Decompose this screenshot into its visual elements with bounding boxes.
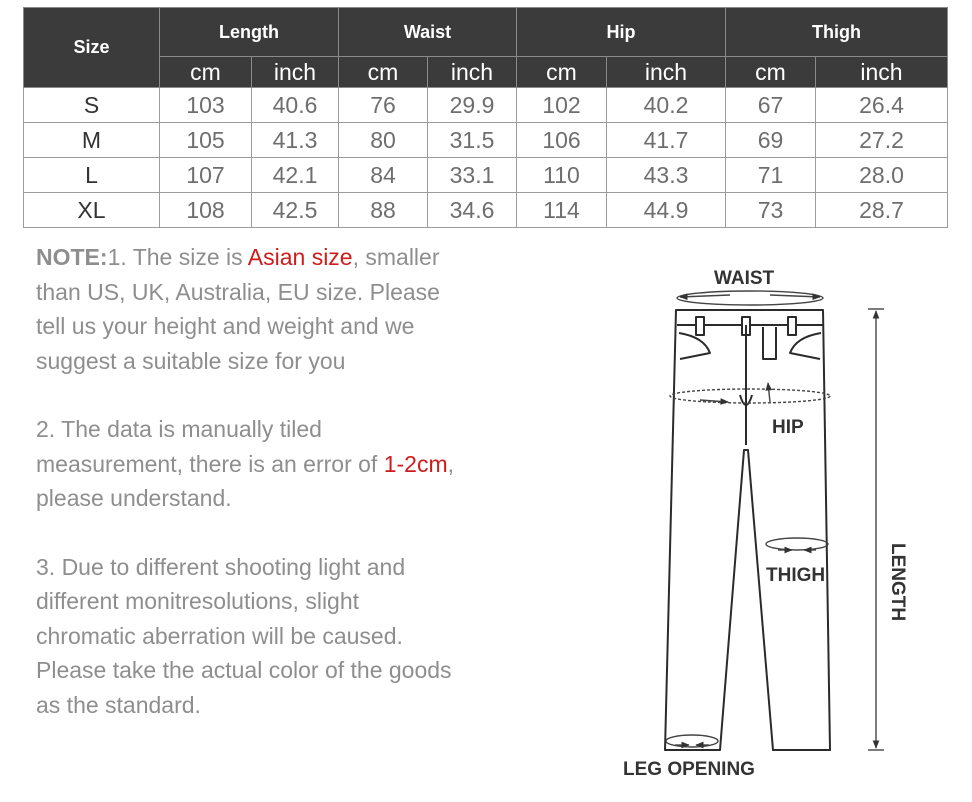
table-cell: 114 bbox=[517, 193, 607, 228]
table-cell: 103 bbox=[160, 88, 252, 123]
note-2-text-b: , please understand. bbox=[36, 450, 455, 511]
table-cell: 40.2 bbox=[607, 88, 726, 123]
unit-header: cm bbox=[339, 57, 428, 88]
table-cell: 40.6 bbox=[252, 88, 339, 123]
unit-header: inch bbox=[816, 57, 948, 88]
size-cell: L bbox=[24, 158, 160, 193]
note-1-text-a: 1. The size is bbox=[107, 244, 248, 270]
unit-header: cm bbox=[160, 57, 252, 88]
unit-header: inch bbox=[428, 57, 517, 88]
pants-measurement-diagram bbox=[600, 255, 940, 785]
table-cell: 27.2 bbox=[816, 123, 948, 158]
note-prefix: NOTE: bbox=[36, 244, 108, 270]
table-cell: 67 bbox=[726, 88, 816, 123]
leg-opening-label: LEG OPENING bbox=[623, 759, 755, 780]
table-cell: 34.6 bbox=[428, 193, 517, 228]
table-cell: 88 bbox=[339, 193, 428, 228]
table-cell: 107 bbox=[160, 158, 252, 193]
waist-label: WAIST bbox=[714, 268, 775, 289]
table-cell: 73 bbox=[726, 193, 816, 228]
hip-label: HIP bbox=[772, 417, 804, 438]
table-cell: 80 bbox=[339, 123, 428, 158]
table-cell: 102 bbox=[517, 88, 607, 123]
size-chart-table bbox=[23, 7, 948, 228]
table-cell: 43.3 bbox=[607, 158, 726, 193]
length-label: LENGTH bbox=[887, 543, 908, 622]
note-2-text-a: 2. The data is manually tiled measurement, there is an error of bbox=[36, 416, 384, 477]
table-cell: 84 bbox=[339, 158, 428, 193]
table-cell: 41.3 bbox=[252, 123, 339, 158]
table-cell: 29.9 bbox=[428, 88, 517, 123]
table-cell: 42.5 bbox=[252, 193, 339, 228]
size-cell: XL bbox=[24, 193, 160, 228]
table-cell: 108 bbox=[160, 193, 252, 228]
note-1-text-b: , smaller than US, UK, Australia, EU size. Please tell us your height and weight and we suggest a suitable size for you bbox=[36, 244, 440, 374]
table-row bbox=[24, 88, 948, 123]
table-cell: 106 bbox=[517, 123, 607, 158]
note-2 bbox=[36, 412, 456, 516]
note-1 bbox=[36, 240, 456, 378]
note-3: 3. Due to different shooting light and different monitresolutions, slight chromatic aberration will be caused. Please take the actual color of the goods as the standard. bbox=[36, 553, 452, 718]
unit-header: inch bbox=[607, 57, 726, 88]
unit-header: cm bbox=[726, 57, 816, 88]
header-row-units bbox=[24, 57, 948, 88]
table-cell: 42.1 bbox=[252, 158, 339, 193]
waist-header: Waist bbox=[339, 8, 517, 57]
header-row-groups bbox=[24, 8, 948, 57]
length-header: Length bbox=[160, 8, 339, 57]
size-header: Size bbox=[24, 8, 160, 88]
table-row bbox=[24, 158, 948, 193]
size-cell: M bbox=[24, 123, 160, 158]
hip-header: Hip bbox=[517, 8, 726, 57]
error-range-highlight: 1-2cm bbox=[383, 450, 448, 477]
thigh-label: THIGH bbox=[766, 565, 826, 586]
table-cell: 69 bbox=[726, 123, 816, 158]
table-cell: 28.7 bbox=[816, 193, 948, 228]
pants-outline-icon bbox=[665, 310, 830, 750]
table-cell: 105 bbox=[160, 123, 252, 158]
table-cell: 76 bbox=[339, 88, 428, 123]
table-row bbox=[24, 193, 948, 228]
notes-section bbox=[36, 240, 456, 756]
table-cell: 71 bbox=[726, 158, 816, 193]
unit-header: cm bbox=[517, 57, 607, 88]
table-cell: 44.9 bbox=[607, 193, 726, 228]
table-cell: 28.0 bbox=[816, 158, 948, 193]
thigh-header: Thigh bbox=[726, 8, 948, 57]
size-cell: S bbox=[24, 88, 160, 123]
table-cell: 33.1 bbox=[428, 158, 517, 193]
table-cell: 41.7 bbox=[607, 123, 726, 158]
unit-header: inch bbox=[252, 57, 339, 88]
table-cell: 110 bbox=[517, 158, 607, 193]
table-row bbox=[24, 123, 948, 158]
asian-size-highlight: Asian size bbox=[247, 244, 353, 270]
table-cell: 31.5 bbox=[428, 123, 517, 158]
table-cell: 26.4 bbox=[816, 88, 948, 123]
